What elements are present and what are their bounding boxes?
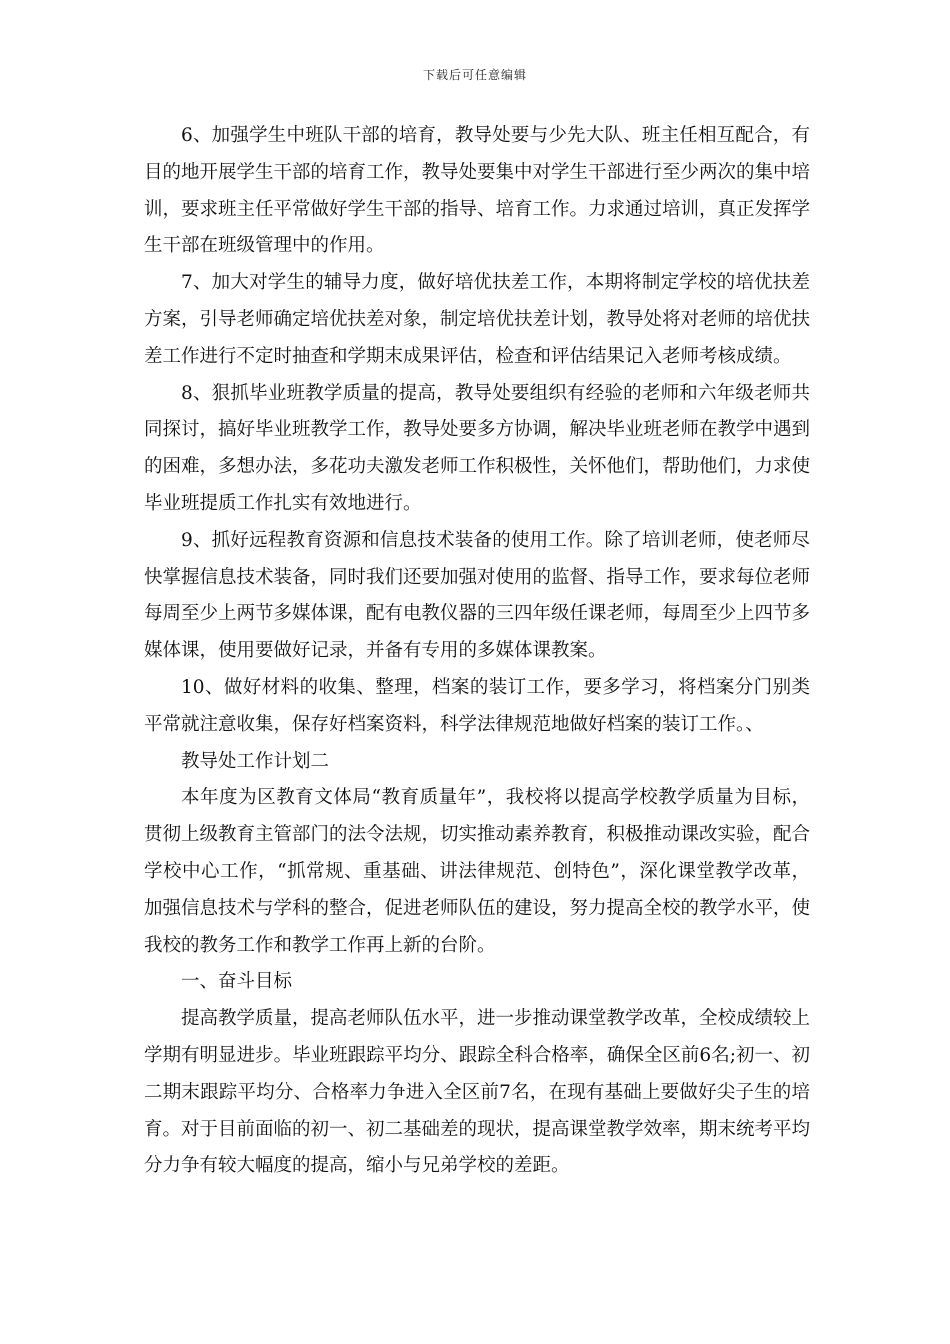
document-body — [144, 118, 810, 1185]
page-header-note: 下载后可任意编辑 — [422, 68, 527, 82]
section-title-plan-two: 教导处工作计划二 — [181, 750, 330, 772]
paragraph-item-7: 7、加大对学生的辅导力度，做好培优扶差工作，本期将制定学校的培优扶差方案，引导老师确定培优扶差对象，制定培优扶差计划，教导处将对老师的培优扶差工作进行不定时抽查和学期末成果评估，检查和评估结果记入老师考核成绩。 — [144, 272, 811, 367]
paragraph-item-9: 9、抓好远程教育资源和信息技术装备的使用工作。除了培训老师，使老师尽快掌握信息技术装备，同时我们还要加强对使用的监督、指导工作，要求每位老师每周至少上两节多媒体课，配有电教仪器的三四年级任课老师，每周至少上四节多媒体课，使用要做好记录，并备有专用的多媒体课教案。 — [144, 529, 811, 662]
paragraph-item-8: 8、狠抓毕业班教学质量的提高，教导处要组织有经验的老师和六年级老师共同探讨，搞好毕业班教学工作，教导处要多方协调，解决毕业班老师在教学中遇到的困难，多想办法，多花功夫激发老师工作积极性，关怀他们，帮助他们，力求使毕业班提质工作扎实有效地进行。 — [144, 382, 811, 514]
section-heading-goals: 一、奋斗目标 — [181, 971, 293, 993]
paragraph-item-6: 6、加强学生中班队干部的培育，教导处要与少先大队、班主任相互配合，有目的地开展学生干部的培育工作，教导处要集中对学生干部进行至少两次的集中培训，要求班主任平常做好学生干部的指导、培育工作。力求通过培训，真正发挥学生干部在班级管理中的作用。 — [144, 125, 811, 257]
paragraph-goals: 提高教学质量，提高老师队伍水平，进一步推动课堂教学改革，全校成绩较上学期有明显进步。毕业班跟踪平均分、跟踪全科合格率，确保全区前6名;初一、初二期末跟踪平均分、合格率力争进入全区前7名，在现有基础上要做好尖子生的培育。对于目前面临的初一、初二基础差的现状，提高课堂教学效率，期末统考平均分力争有较大幅度的提高，缩小与兄弟学校的差距。 — [144, 1008, 811, 1177]
paragraph-item-10: 10、做好材料的收集、整理，档案的装订工作，要多学习，将档案分门别类平常就注意收集，保存好档案资料，科学法律规范地做好档案的装订工作。、 — [144, 676, 810, 735]
paragraph-plan-intro: 本年度为区教育文体局“教育质量年”，我校将以提高学校教学质量为目标，贯彻上级教育主管部门的法令法规，切实推动素养教育，积极推动课改实验，配合学校中心工作，“抓常规、重基础、讲法律规范、创特色”，深化课堂教学改革，加强信息技术与学科的整合，促进老师队伍的建设，努力提高全校的教学水平，使我校的教务工作和教学工作再上新的台阶。 — [144, 787, 811, 956]
